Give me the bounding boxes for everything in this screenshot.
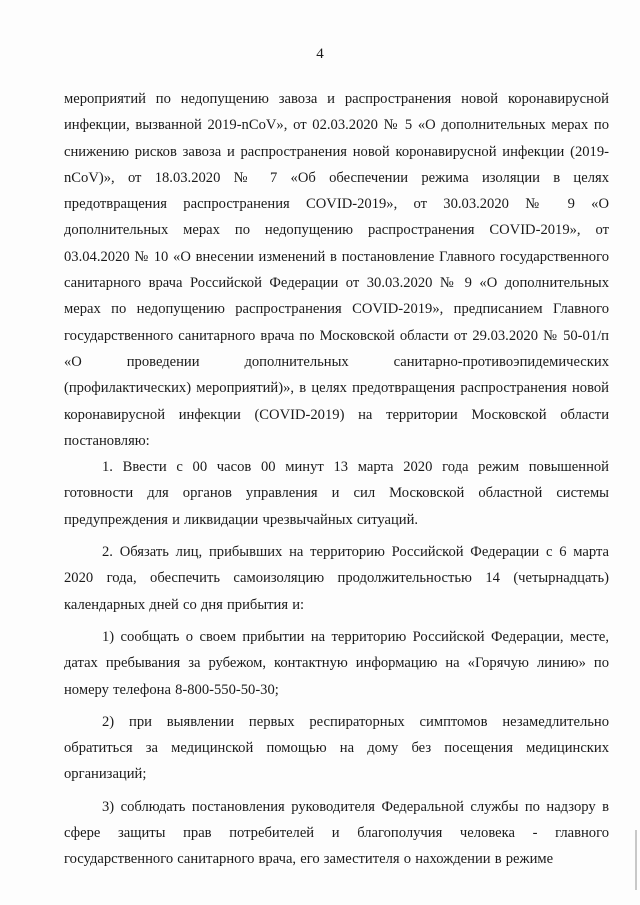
- paragraph-preamble: мероприятий по недопущению завоза и распространения новой коронавирусной инфекции, вызванной 2019-nCoV», от 02.03.2020 № 5 «О дополнительных мерах по снижению рисков завоза и распространения новой коронавирусной инфекции (2019-nCoV)», от 18.03.2020 № 7 «Об обеспечении режима изоляции в целях предотвращения распространения COVID-2019», от 30.03.2020 № 9 «О дополнительных мерах по недопущению распространения COVID-2019», от 03.04.2020 № 10 «О внесении изменений в постановление Главного государственного санитарного врача Российской Федерации от 30.03.2020 № 9 «О дополнительных мерах по недопущению распространения COVID-2019», предписанием Главного государственного санитарного врача по Московской области от 29.03.2020 № 50-01/п «О проведении дополнительных санитарно-противоэпидемических (профилактических) мероприятий)», в целях предотвращения распространения новой коронавирусной инфекции (COVID-2019) на территории Московской области постановляю:: [64, 91, 609, 449]
- page-number: 4: [316, 46, 324, 62]
- paragraph-subitem-1: 1) сообщать о своем прибытии на территорию Российской Федерации, месте, датах пребывания за рубежом, контактную информацию на «Горячую линию» по номеру телефона 8-800-550-50-30;: [64, 628, 609, 698]
- paragraph-item-2: 2. Обязать лиц, прибывших на территорию Российской Федерации с 6 марта 2020 года, обеспечить самоизоляцию продолжительностью 14 (четырнадцать) календарных дней со дня прибытия и:: [64, 544, 609, 613]
- paragraph-item-1: 1. Ввести с 00 часов 00 минут 13 марта 2020 года режим повышенной готовности для органов управления и сил Московской областной системы предупреждения и ликвидации чрезвычайных ситуаций.: [64, 459, 609, 528]
- scan-edge-mark: [635, 830, 637, 890]
- document-body: [64, 86, 609, 873]
- paragraph-subitem-2: 2) при выявлении первых респираторных симптомов незамедлительно обратиться за медицинской помощью на дому без посещения медицинских организаций;: [64, 713, 609, 783]
- paragraph-subitem-3: 3) соблюдать постановления руководителя Федеральной службы по надзору в сфере защиты прав потребителей и благополучия человека - главного государственного санитарного врача, его заместителя о нахождении в режиме: [64, 798, 609, 868]
